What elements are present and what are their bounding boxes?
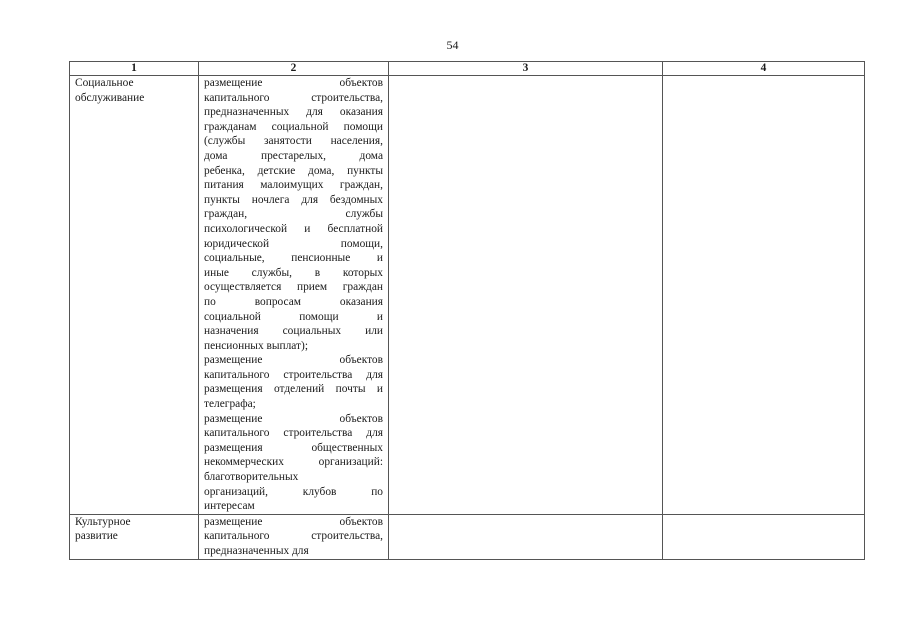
description-line: размещения отделений почты и: [204, 383, 383, 396]
description-line: юридической помощи,: [204, 237, 383, 250]
description-line: (службы занятости населения,: [204, 135, 383, 148]
description-line: капитального строительства для: [204, 368, 383, 381]
column-3-cell: [389, 76, 663, 515]
description-line: размещение объектов: [204, 412, 383, 425]
description-line: граждан, службы: [204, 208, 383, 221]
table-body: [70, 76, 865, 560]
header-col-4: 4: [663, 62, 865, 76]
description-line: капитального строительства для: [204, 427, 383, 440]
column-4-cell: [663, 514, 865, 559]
description-line: ребенка, детские дома, пункты: [204, 164, 383, 177]
description-line: иные службы, в которых: [204, 266, 383, 279]
header-col-2: 2: [199, 62, 389, 76]
description-line: психологической и бесплатной: [204, 222, 383, 235]
page-number: 54: [446, 38, 459, 52]
header-col-3: 3: [389, 62, 663, 76]
column-3-cell: [389, 514, 663, 559]
description-line: телеграфа;: [204, 398, 256, 411]
description-line: гражданам социальной помощи: [204, 120, 383, 133]
header-col-1: 1: [70, 62, 199, 76]
description-line: назначения социальных или: [204, 325, 383, 338]
table-header-row: [70, 62, 865, 76]
table-row: [70, 76, 865, 515]
land-use-table: [69, 61, 865, 560]
land-use-type-description: [199, 76, 389, 515]
description-line: размещение объектов: [204, 515, 383, 528]
description-line: интересам: [204, 500, 255, 513]
name-line: Культурное: [75, 515, 131, 528]
description-line: капитального строительства,: [204, 530, 383, 543]
table-row: [70, 514, 865, 559]
description-line: капитального строительства,: [204, 91, 383, 104]
description-line: предназначенных для оказания: [204, 106, 383, 119]
description-line: дома престарелых, дома: [204, 149, 383, 162]
description-line: некоммерческих организаций:: [204, 456, 383, 469]
description-line: социальные, пенсионные и: [204, 252, 383, 265]
description-line: размещения общественных: [204, 441, 383, 454]
land-use-type-name: [70, 76, 199, 515]
description-line: размещение объектов: [204, 77, 383, 89]
land-use-type-description: [199, 514, 389, 559]
name-line: Социальное: [75, 77, 134, 89]
name-line: обслуживание: [75, 91, 145, 104]
column-4-cell: [663, 76, 865, 515]
description-line: осуществляется прием граждан: [204, 281, 383, 294]
land-use-type-name: [70, 514, 199, 559]
description-line: пенсионных выплат);: [204, 339, 308, 352]
description-line: по вопросам оказания: [204, 295, 383, 308]
description-line: питания малоимущих граждан,: [204, 179, 383, 192]
name-line: развитие: [75, 530, 118, 543]
description-line: организаций, клубов по: [204, 485, 383, 498]
description-line: социальной помощи и: [204, 310, 383, 323]
description-line: пункты ночлега для бездомных: [204, 193, 383, 206]
description-line: благотворительных: [204, 471, 299, 484]
description-line: размещение объектов: [204, 354, 383, 367]
description-line: предназначенных для: [204, 545, 309, 557]
